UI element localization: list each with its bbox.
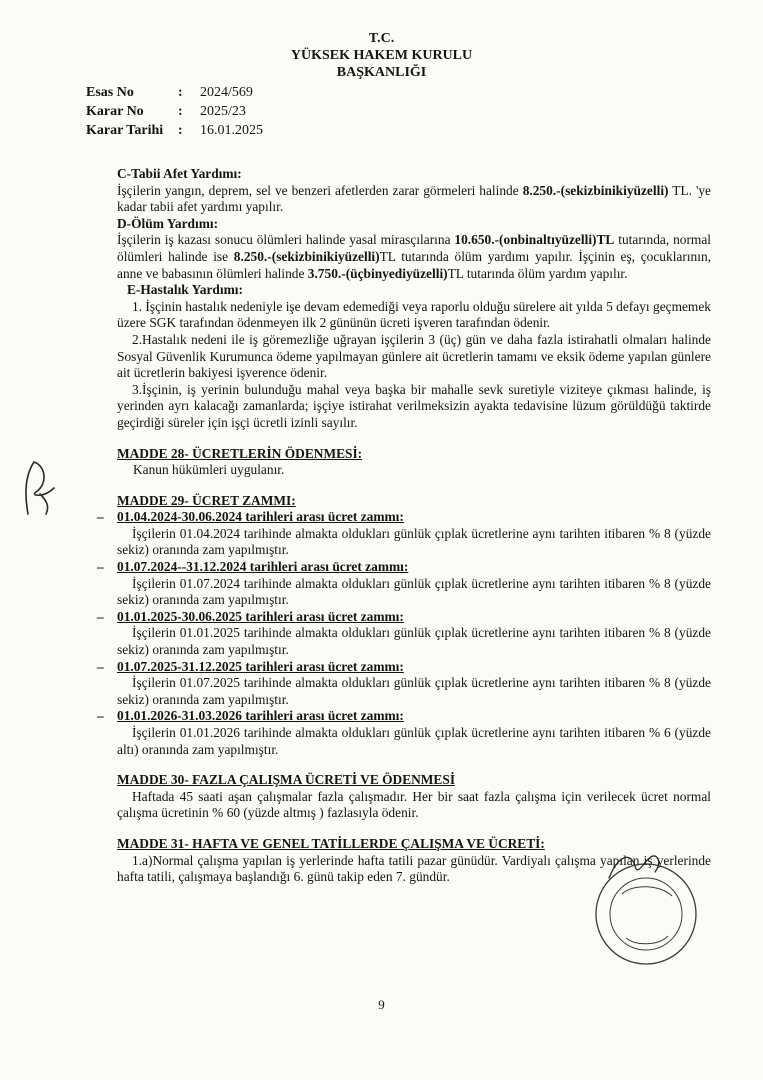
raise-period: 01.07.2024--31.12.2024 tarihleri arası ücret zammı:	[117, 559, 409, 575]
meta-value: 2024/569	[200, 85, 253, 100]
section-e-paragraph-1: 1. İşçinin hastalık nedeniyle işe devam edemediği veya raporlu olduğu sürelere ait yılda 5 defayı geçmemek üzere SGK tarafından ödenmeyen ilk 2 gününün ücreti işveren tarafından ödenir.	[117, 298, 711, 331]
case-meta	[86, 85, 263, 142]
madde-29-title: MADDE 29- ÜCRET ZAMMI:	[117, 492, 296, 508]
meta-colon: :	[178, 123, 183, 138]
raise-item-text: İşçilerin 01.07.2024 tarihinde almakta oldukları günlük çıplak ücretlerine aynı tarihten itibaren % 8 (yüzde sekiz) oranında zam yapılmıştır.	[117, 575, 711, 608]
document-header	[0, 30, 763, 81]
meta-value: 2025/23	[200, 104, 246, 119]
list-dash: –	[97, 658, 104, 674]
text-run: TL tutarında ölüm yardım yapılır.	[447, 265, 628, 281]
list-dash: –	[97, 608, 104, 624]
raise-item-text: İşçilerin 01.01.2025 tarihinde almakta oldukları günlük çıplak ücretlerine aynı tarihten itibaren % 8 (yüzde sekiz) oranında zam yapılmıştır.	[117, 625, 711, 658]
raise-item-text: İşçilerin 01.04.2024 tarihinde almakta oldukları günlük çıplak ücretlerine aynı tarihten itibaren % 8 (yüzde sekiz) oranında zam yapılmıştır.	[117, 525, 711, 558]
text-run: İşçilerin iş kazası sonucu ölümleri halinde yasal mirasçılarına	[117, 232, 455, 248]
meta-label: Karar No	[86, 104, 144, 119]
section-d-paragraph	[117, 232, 711, 282]
list-dash: –	[97, 509, 104, 525]
meta-label: Esas No	[86, 85, 134, 100]
text-run: TL. 'ye kadar tabii afet yardımı yapılır.	[117, 182, 712, 215]
meta-row-karar-tarihi	[86, 123, 263, 142]
document-body	[97, 166, 712, 886]
raise-item-text: İşçilerin 01.07.2025 tarihinde almakta oldukları günlük çıplak ücretlerine aynı tarihten itibaren % 8 (yüzde sekiz) oranında zam yapılmıştır.	[117, 675, 711, 707]
madde-28-title: MADDE 28- ÜCRETLERİN ÖDENMESİ:	[117, 445, 363, 461]
section-e-paragraph-2: 2.Hastalık nedeni ile iş göremezliğe uğrayan işçilerin 3 (üç) gün ve daha fazla istirahatli olmaları halinde Sosyal Güvenlik Kurumunca ödeme yapılmayan günlere ait ücretlerin tamamı ve eksik ödeme yapılan günlere ait ücretlerin bakiyesi işverence ödenir.	[117, 331, 711, 381]
section-e-title: E-Hastalık Yardımı:	[127, 282, 243, 298]
raise-item-title	[97, 559, 711, 576]
section-e-paragraph-3: 3.İşçinin, iş yerinin bulunduğu mahal veya başka bir mahalle sevk suretiyle viziteye çıkması halinde, iş yerinden ayrı kalacağı zamanlarda; işçiye istirahat verilmeksizin ayakta tedavisine lüzum görüldüğü taktirde geçirdiği süreler için işçi ücretli izinli sayılır.	[117, 381, 711, 430]
meta-row-karar	[86, 104, 263, 123]
header-line-tc: T.C.	[368, 31, 395, 46]
signature-icon	[605, 848, 665, 888]
amount-text: 10.650.-(onbinaltıyüzelli)TL	[454, 232, 615, 248]
meta-value: 16.01.2025	[200, 123, 263, 138]
amount-text: 8.250.-(sekizbinikiyüzelli)	[522, 182, 669, 198]
madde-30-title: MADDE 30- FAZLA ÇALIŞMA ÜCRETİ VE ÖDENMESİ	[117, 772, 456, 788]
amount-text: 8.250.-(sekizbinikiyüzelli)	[233, 248, 380, 264]
madde-30-paragraph: Haftada 45 saati aşan çalışmalar fazla çalışmadır. Her bir saat fazla çalışma için verilecek ücret normal çalışma ücretinin % 60 (yüzde altmış ) fazlasıyla ödenir.	[117, 788, 711, 821]
raise-period: 01.01.2026-31.03.2026 tarihleri arası ücret zammı:	[117, 708, 404, 724]
raise-item-title	[97, 608, 711, 626]
text-run: tutarında, normal ölümleri halinde ise	[117, 232, 711, 264]
meta-colon: :	[178, 85, 183, 100]
madde-28-paragraph: Kanun hükümleri uygulanır.	[133, 462, 285, 478]
raise-item-title	[97, 509, 711, 526]
page-number: 9	[378, 997, 385, 1012]
meta-row-esas	[86, 85, 263, 104]
raise-period: 01.04.2024-30.06.2024 tarihleri arası ücret zammı:	[117, 509, 404, 525]
section-d-title: D-Ölüm Yardımı:	[117, 215, 219, 231]
text-run: İşçilerin yangın, deprem, sel ve benzeri afetlerden zarar görmeleri halinde	[117, 182, 523, 198]
header-line-presidency: BAŞKANLIĞI	[336, 65, 427, 80]
meta-colon: :	[178, 104, 183, 119]
header-line-institution: YÜKSEK HAKEM KURULU	[290, 48, 473, 63]
raise-period: 01.07.2025-31.12.2025 tarihleri arası ücret zammı:	[117, 658, 404, 674]
text-run: TL tutarında ölüm yardımı yapılır. İşçinin eş, çocuklarının, anne ve babasının ölümleri halinde	[117, 248, 712, 281]
raise-item-title	[97, 658, 711, 676]
madde-31-paragraph: 1.a)Normal çalışma yapılan iş yerlerinde hafta tatili pazar günüdür. Vardiyalı çalışma yapılan iş yerlerinde hafta tatili, çalışmaya başlandığı 6. günü takip eden 7. gündür.	[117, 852, 711, 885]
raise-period: 01.01.2025-30.06.2025 tarihleri arası ücret zammı:	[117, 608, 404, 624]
amount-text: 3.750.-(üçbinyediyüzelli)	[307, 265, 448, 281]
list-dash: –	[97, 708, 104, 724]
raise-item-title	[97, 708, 711, 725]
section-c-paragraph	[117, 183, 711, 216]
raise-item-text: İşçilerin 01.01.2026 tarihinde almakta oldukları günlük çıplak ücretlerine aynı tarihten itibaren % 6 (yüzde altı) oranında zam yapılmıştır.	[117, 725, 711, 757]
list-dash: –	[97, 559, 104, 575]
meta-label: Karar Tarihi	[86, 123, 164, 138]
section-c-title: C-Tabii Afet Yardımı:	[117, 166, 242, 181]
handwritten-initial-icon	[16, 458, 64, 518]
madde-31-title: MADDE 31- HAFTA VE GENEL TATİLLERDE ÇALIŞMA VE ÜCRETİ:	[117, 835, 545, 851]
